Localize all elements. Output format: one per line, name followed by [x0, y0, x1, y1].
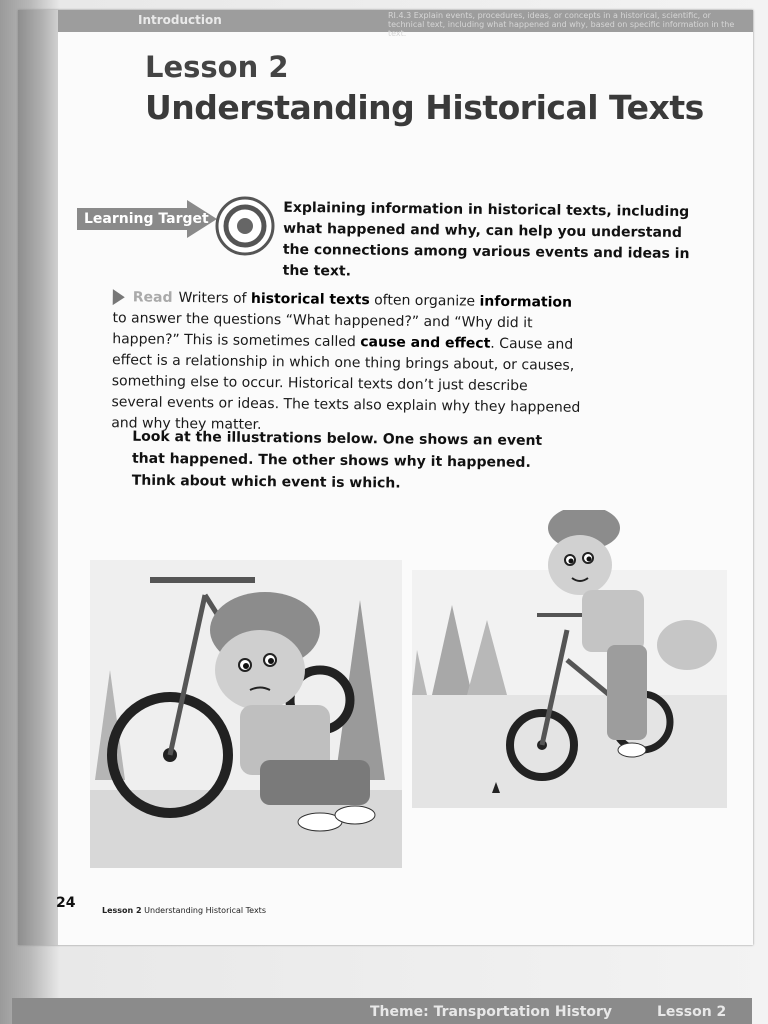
term-cause-and-effect: cause and effect: [360, 334, 491, 352]
section-label: Introduction: [138, 13, 222, 27]
term-information: information: [479, 293, 573, 311]
learning-target-text: Explaining information in historical texts, including what happened and why, can help you understand the connections among various events and ideas in the text.: [282, 199, 690, 280]
header-bar: [58, 10, 753, 38]
read-paragraph: Read Writers of historical texts often organize information to answer the questions “What happened?” and “Why did it happen?” This is sometimes called cause and effect. Cause and effect is a relationship in which one thing brings about, or causes, something else to occur. Historical texts don’t just describe several events or ideas. The texts also explain why they happened and why they matter.: [111, 289, 581, 433]
play-triangle-icon: [113, 289, 125, 305]
page-binding-edge: [18, 10, 58, 945]
learning-target-label: Learning Target: [84, 211, 209, 227]
standard-code: RI.4.3: [388, 11, 412, 20]
page-title: Understanding Historical Texts: [145, 88, 704, 127]
boy-riding-bike-illustration: [412, 510, 727, 808]
theme-lesson-label: Lesson 2: [657, 1004, 727, 1020]
read-label: Read: [132, 289, 173, 306]
lesson-number: Lesson 2: [145, 50, 289, 84]
footer-lesson-caption: Lesson 2 Understanding Historical Texts: [102, 906, 266, 915]
standard-text: RI.4.3 Explain events, procedures, ideas, or concepts in a historical, scientific, or technical text, including what happened and why, based on specific information in the text.: [388, 11, 735, 38]
page-number: 24: [56, 895, 76, 911]
theme-band: [12, 998, 752, 1024]
bullseye-icon: [215, 195, 275, 257]
term-historical-texts: historical texts: [250, 290, 370, 309]
boy-with-flat-tire-illustration: [90, 560, 402, 868]
instruction-text: Look at the illustrations below. One shows an event that happened. The other shows why it happened. Think about which event is which.: [131, 428, 543, 492]
theme-label: Theme: Transportation History: [370, 1004, 613, 1020]
